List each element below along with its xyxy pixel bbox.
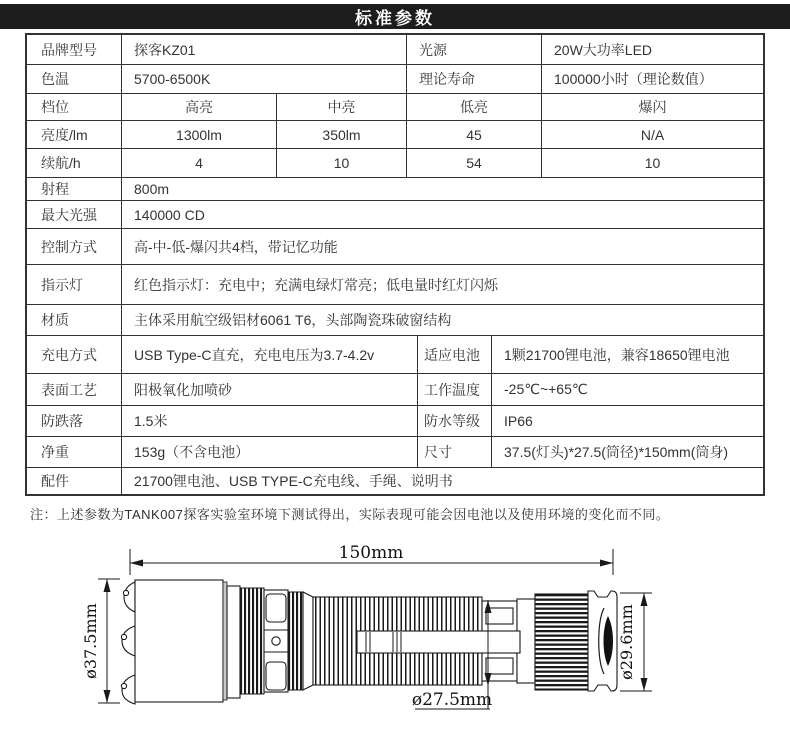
spec-value: 探客KZ01 <box>122 35 407 64</box>
spec-value: 153g（不含电池） <box>122 437 418 467</box>
dimension-head-diameter-label: ø37.5mm <box>81 603 100 679</box>
spec-label: 材质 <box>27 305 122 335</box>
head-ring <box>227 586 240 698</box>
spec-row <box>27 437 763 468</box>
spec-label: 表面工艺 <box>27 374 122 405</box>
spec-row <box>27 149 763 178</box>
pocket-clip <box>357 631 520 653</box>
knurl-ring-mid <box>288 592 303 690</box>
spec-value: 45 <box>407 121 542 148</box>
spec-label: 亮度/lm <box>27 121 122 148</box>
spec-row <box>27 178 763 201</box>
spec-value: 100000小时（理论数值） <box>554 71 713 87</box>
spec-value: 10 <box>644 155 661 171</box>
spec-row <box>27 374 763 406</box>
spec-value: 21700锂电池、USB TYPE-C充电线、手绳、说明书 <box>134 473 453 489</box>
spec-row <box>27 121 763 149</box>
spec-value: 5700-6500K <box>122 65 407 93</box>
spec-label: 品牌型号 <box>27 35 122 64</box>
spec-row <box>27 265 763 305</box>
spec-value: USB Type-C直充，充电电压为3.7-4.2v <box>122 336 418 373</box>
spec-value: IP66 <box>504 413 533 429</box>
spec-label: 防跌落 <box>27 406 122 436</box>
dimension-length <box>130 543 613 575</box>
spec-row <box>27 305 763 336</box>
spec-label: 工作温度 <box>418 374 492 405</box>
spec-label: 光源 <box>407 35 542 64</box>
spec-label: 配件 <box>27 468 122 494</box>
spec-value: 主体采用航空级铝材6061 T6，头部陶瓷珠破窗结构 <box>134 312 452 328</box>
spec-value: 4 <box>122 149 277 177</box>
spec-value: 140000 CD <box>134 206 205 223</box>
spec-label: 充电方式 <box>27 336 122 373</box>
spec-column-header: 高亮 <box>122 94 277 120</box>
flashlight-head <box>135 580 223 702</box>
spec-value: 高-中-低-爆闪共4档，带记忆功能 <box>134 238 338 255</box>
spec-column-header: 低亮 <box>407 94 542 120</box>
spec-row <box>27 35 763 65</box>
spec-column-header: 中亮 <box>277 94 407 120</box>
spec-value: 1颗21700锂电池，兼容18650锂电池 <box>504 346 730 363</box>
tail-knurl <box>535 594 588 690</box>
spec-row <box>27 336 763 374</box>
spec-row <box>27 65 763 94</box>
spec-value: 1.5米 <box>122 406 418 436</box>
switch-indicator-dot <box>272 637 280 645</box>
title-bar <box>0 4 790 29</box>
spec-label: 射程 <box>27 178 122 200</box>
spec-label: 指示灯 <box>27 265 122 304</box>
spec-label: 理论寿命 <box>407 65 542 93</box>
dimension-body-diameter-label: ø27.5mm <box>411 690 493 710</box>
spec-label: 净重 <box>27 437 122 467</box>
spec-label: 防水等级 <box>418 406 492 436</box>
spec-value: 800m <box>134 181 170 197</box>
spec-value: -25℃~+65℃ <box>504 381 588 397</box>
flashlight-drawing <box>121 580 617 704</box>
spec-label: 色温 <box>27 65 122 93</box>
spec-row <box>27 468 763 494</box>
spec-value: 红色指示灯：充电中；充满电绿灯常亮；低电量时红灯闪烁 <box>134 276 498 293</box>
dimension-head-diameter <box>81 579 120 703</box>
spec-label: 控制方式 <box>27 229 122 264</box>
spec-value: 1300lm <box>122 121 277 148</box>
tail-cap <box>588 591 617 691</box>
spec-label: 尺寸 <box>418 437 492 467</box>
ceramic-bead <box>121 683 126 688</box>
spec-value: 10 <box>277 149 407 177</box>
ceramic-bead <box>121 634 126 639</box>
spec-value: 阳极氧化加喷砂 <box>122 374 418 405</box>
spec-label: 续航/h <box>27 149 122 177</box>
ceramic-bead <box>123 590 128 595</box>
head-joint <box>223 582 227 700</box>
spec-label: 档位 <box>27 94 122 120</box>
spec-row <box>27 201 763 229</box>
spec-value: 37.5(灯头)*27.5(筒径)*150mm(筒身) <box>504 444 729 460</box>
spec-column-header: 爆闪 <box>638 99 667 115</box>
spec-label: 最大光强 <box>27 201 122 228</box>
spec-row <box>27 94 763 121</box>
spec-value: N/A <box>640 126 665 143</box>
knurl-ring-front <box>240 588 264 694</box>
spec-value: 54 <box>407 149 542 177</box>
dimension-length-label: 150mm <box>338 543 404 563</box>
spec-value: 20W大功率LED <box>554 41 653 58</box>
spec-row <box>27 406 763 437</box>
page-title: 标准参数 <box>355 9 435 28</box>
spec-row <box>27 229 763 265</box>
dimension-tail-diameter-label: ø29.6mm <box>617 604 636 680</box>
strike-bezel <box>121 582 135 704</box>
dimension-tail-diameter <box>617 593 652 691</box>
footnote: 注：上述参数为TANK007探客实验室环境下测试得出，实际表现可能会因电池以及使用环境的变化而不同。 <box>30 507 670 522</box>
spec-label: 适应电池 <box>418 336 492 373</box>
neck-taper <box>303 592 313 690</box>
spec-value: 350lm <box>277 121 407 148</box>
spec-table <box>25 33 765 496</box>
side-switch-section <box>264 590 288 692</box>
flashlight-diagram <box>0 538 790 750</box>
